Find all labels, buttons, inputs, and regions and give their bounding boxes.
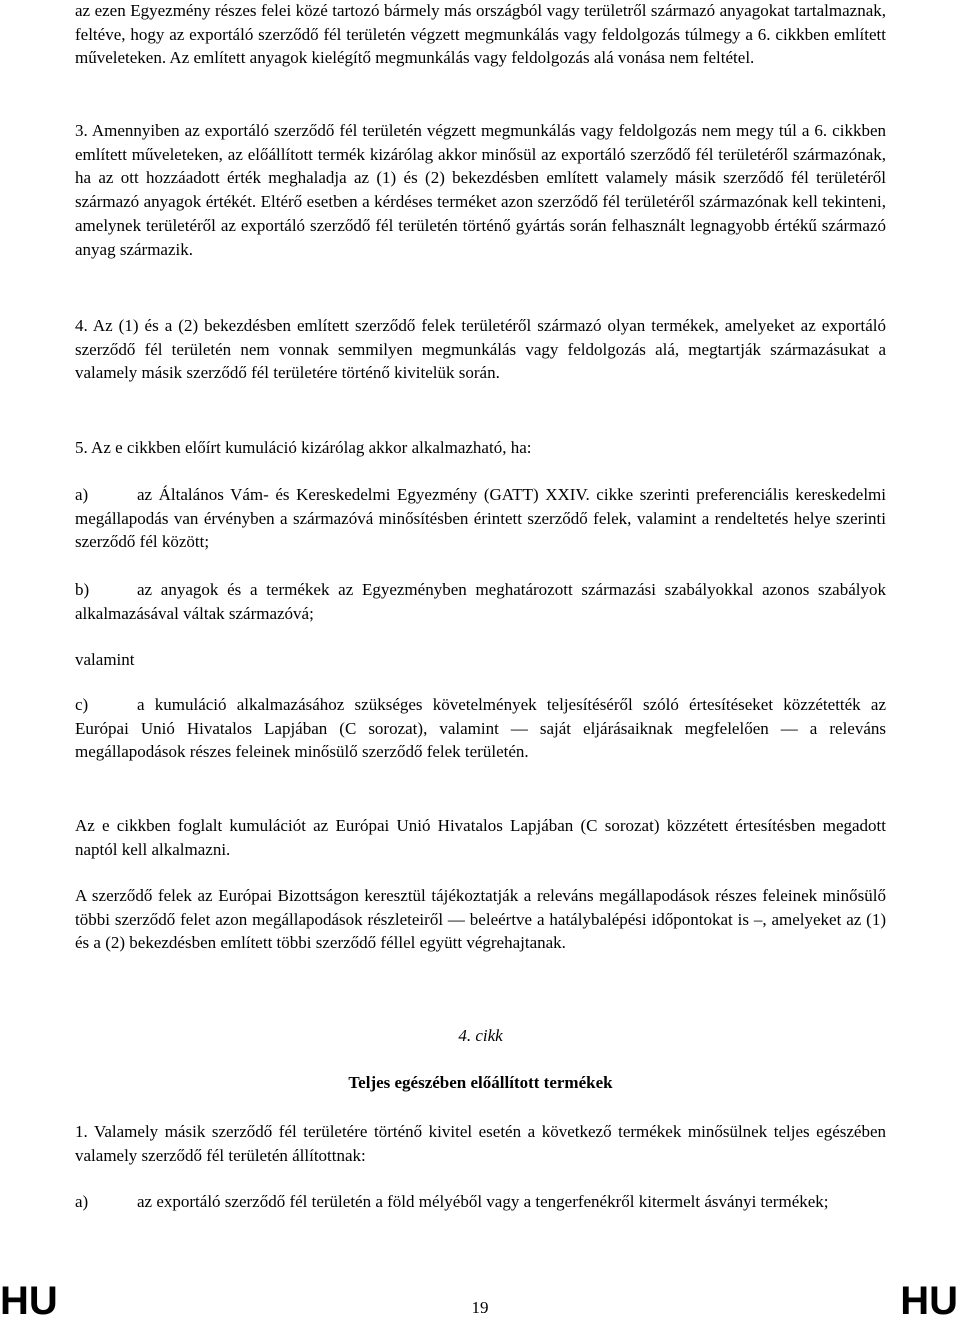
list-label-a: a) bbox=[75, 1192, 89, 1211]
list-label-b: b) bbox=[75, 580, 90, 599]
article-title: Teljes egészében előállított termékek bbox=[348, 1073, 613, 1092]
paragraph-5b bbox=[75, 578, 886, 625]
list-label-c: c) bbox=[75, 695, 89, 714]
article-number: 4. cikk bbox=[458, 1026, 503, 1045]
footer-language-left: HU bbox=[0, 1279, 58, 1323]
paragraph-4: 4. Az (1) és a (2) bekezdésben említett szerződő felek területéről származó olyan termékek, amelyeket az exportáló szerződő fél területén nem vonnak semmilyen megmunkálás vagy feldolgozás alá, megtartják származásukat a valamely másik szerződő fél területére történő kivitelük során. bbox=[75, 316, 886, 383]
paragraph-5a bbox=[75, 483, 886, 554]
intro-paragraph: az ezen Egyezmény részes felei közé tartozó bármely más országból vagy területről származó anyagokat tartalmaznak, feltéve, hogy az exportáló szerződő fél területén végzett megmunkálás vagy feldolgozás túlmegy a 6. cikkben említett műveleteken. Az említett anyagok kielégítő megmunkálás vagy feldolgozás alá vonása nem feltétel. bbox=[75, 1, 886, 68]
paragraph-5c-text: a kumuláció alkalmazásához szükséges követelmények teljesítéséről szóló értesítéseket közzétették az Európai Unió Hivatalos Lapjában (C sorozat), valamint — saját eljárásaiknak megfelelően — a releváns megállapodások részes feleinek minősülő szerződő felek területén. bbox=[75, 695, 886, 762]
paragraph-5a-text: az Általános Vám- és Kereskedelmi Egyezmény (GATT) XXIV. cikke szerinti preferenciális kereskedelmi megállapodás van érvényben a származóvá minősítésben érintett szerződő felek, valamint a rendeltetés helye szerinti szerződő fél között; bbox=[75, 485, 886, 552]
paragraph-publish: Az e cikkben foglalt kumulációt az Európai Unió Hivatalos Lapjában (C sorozat) közzétett értesítésben megadott naptól kell alkalmazni. bbox=[75, 816, 886, 859]
paragraph-5c bbox=[75, 693, 886, 764]
article-paragraph-1a bbox=[75, 1190, 886, 1214]
page-number: 19 bbox=[471, 1298, 489, 1317]
valamint-text: valamint bbox=[75, 650, 135, 669]
article-paragraph-1a-text: az exportáló szerződő fél területén a föld mélyéből vagy a tengerfenékről kitermelt ásványi termékek; bbox=[137, 1192, 829, 1211]
paragraph-5: 5. Az e cikkben előírt kumuláció kizárólag akkor alkalmazható, ha: bbox=[75, 438, 532, 457]
article-paragraph-1: 1. Valamely másik szerződő fél területére történő kivitel esetén a következő termékek minősülnek teljes egészében valamely szerződő fél területén állítottnak: bbox=[75, 1122, 886, 1165]
paragraph-3: 3. Amennyiben az exportáló szerződő fél területén végzett megmunkálás vagy feldolgozás nem megy túl a 6. cikkben említett műveleteken, az előállított termék kizárólag akkor minősül az exportáló szerződő fél területéről származónak, ha az ott hozzáadott érték meghaladja az (1) és (2) bekezdésben említett valamely másik szerződő fél területéről származó anyagok értékét. Eltérő esetben a kérdéses terméket azon szerződő fél területéről származónak kell tekinteni, amelynek területéről az exportáló szerződő fél területén történő gyártás során felhasznált legnagyobb értékű származó anyag származik. bbox=[75, 121, 886, 259]
paragraph-5b-text: az anyagok és a termékek az Egyezményben meghatározott származási szabályokkal azonos szabályok alkalmazásával váltak származóvá; bbox=[75, 580, 886, 623]
list-label-a: a) bbox=[75, 485, 89, 504]
footer-language-right: HU bbox=[900, 1279, 958, 1323]
paragraph-inform: A szerződő felek az Európai Bizottságon keresztül tájékoztatják a releváns megállapodások részes feleinek minősülő többi szerződő felet azon megállapodások részleteiről — beleértve a hatálybalépési időpontokat is –, amelyeket az (1) és a (2) bekezdésben említett többi szerződő féllel együtt végrehajtanak. bbox=[75, 886, 886, 953]
